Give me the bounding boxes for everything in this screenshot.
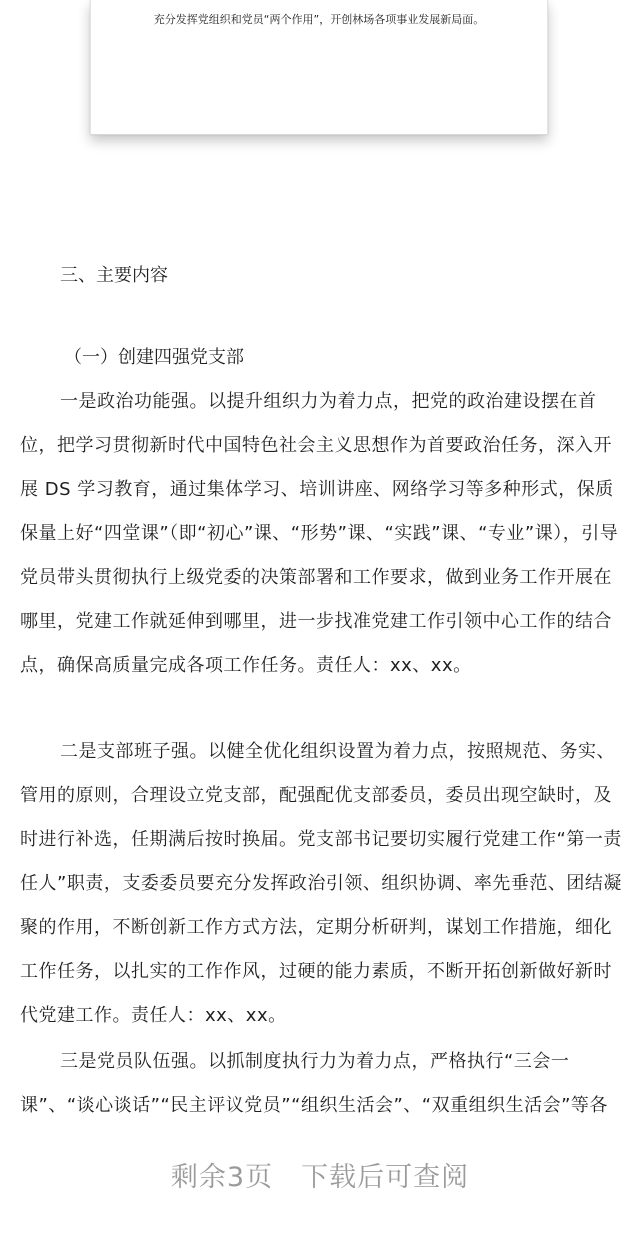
download-prompt[interactable] — [0, 1158, 640, 1198]
paragraph-political-function: 一是政治功能强。以提升组织力为着力点，把党的政治建设摆在首位，把学习贯彻新时代中国特色社会主义思想作为首要政治任务，深入开展 DS 学习教育，通过集体学习、培训讲座、网络学习等多种形式，保质保量上好“四堂课”（即“初心”课、“形势”课、“实践”课、“专业”课），引导党员带头贯彻执行上级党委的决策部署和工作要求，做到业务工作开展在哪里，党建工作就延伸到哪里，进一步找准党建工作引领中心工作的结合点，确保高质量完成各项工作任务。责任人：xx、xx。 — [20, 391, 619, 676]
section-heading: 三、主要内容 — [60, 265, 168, 286]
sub-heading: （一）创建四强党支部 — [64, 347, 244, 368]
remaining-pages-label: 剩余3页 — [170, 1162, 274, 1193]
download-to-view-label: 下载后可查阅 — [301, 1162, 470, 1193]
paragraph-member-team: 三是党员队伍强。以抓制度执行力为着力点，严格执行“三会一课”、“谈心谈话”“民主评议党员”“组织生活会”、“双重组织生活会”等各 — [20, 1051, 608, 1116]
paragraph-branch-leadership: 二是支部班子强。以健全优化组织设置为着力点，按照规范、务实、管用的原则，合理设立党支部，配强配优支部委员，委员出现空缺时，及时进行补选，任期满后按时换届。党支部书记要切实履行党建工作“第一责任人”职责，支委委员要充分发挥政治引领、组织协调、率先垂范、团结凝聚的作用，不断创新工作方式方法，定期分析研判，谋划工作措施，细化工作任务，以扎实的工作作风，过硬的能力素质，不断开拓创新做好新时代党建工作。责任人：xx、xx。 — [20, 741, 622, 1026]
preview-card-text: 充分发挥党组织和党员“两个作用”，开创林场各项事业发展新局面。 — [153, 13, 485, 26]
previous-page-card — [90, 0, 548, 135]
